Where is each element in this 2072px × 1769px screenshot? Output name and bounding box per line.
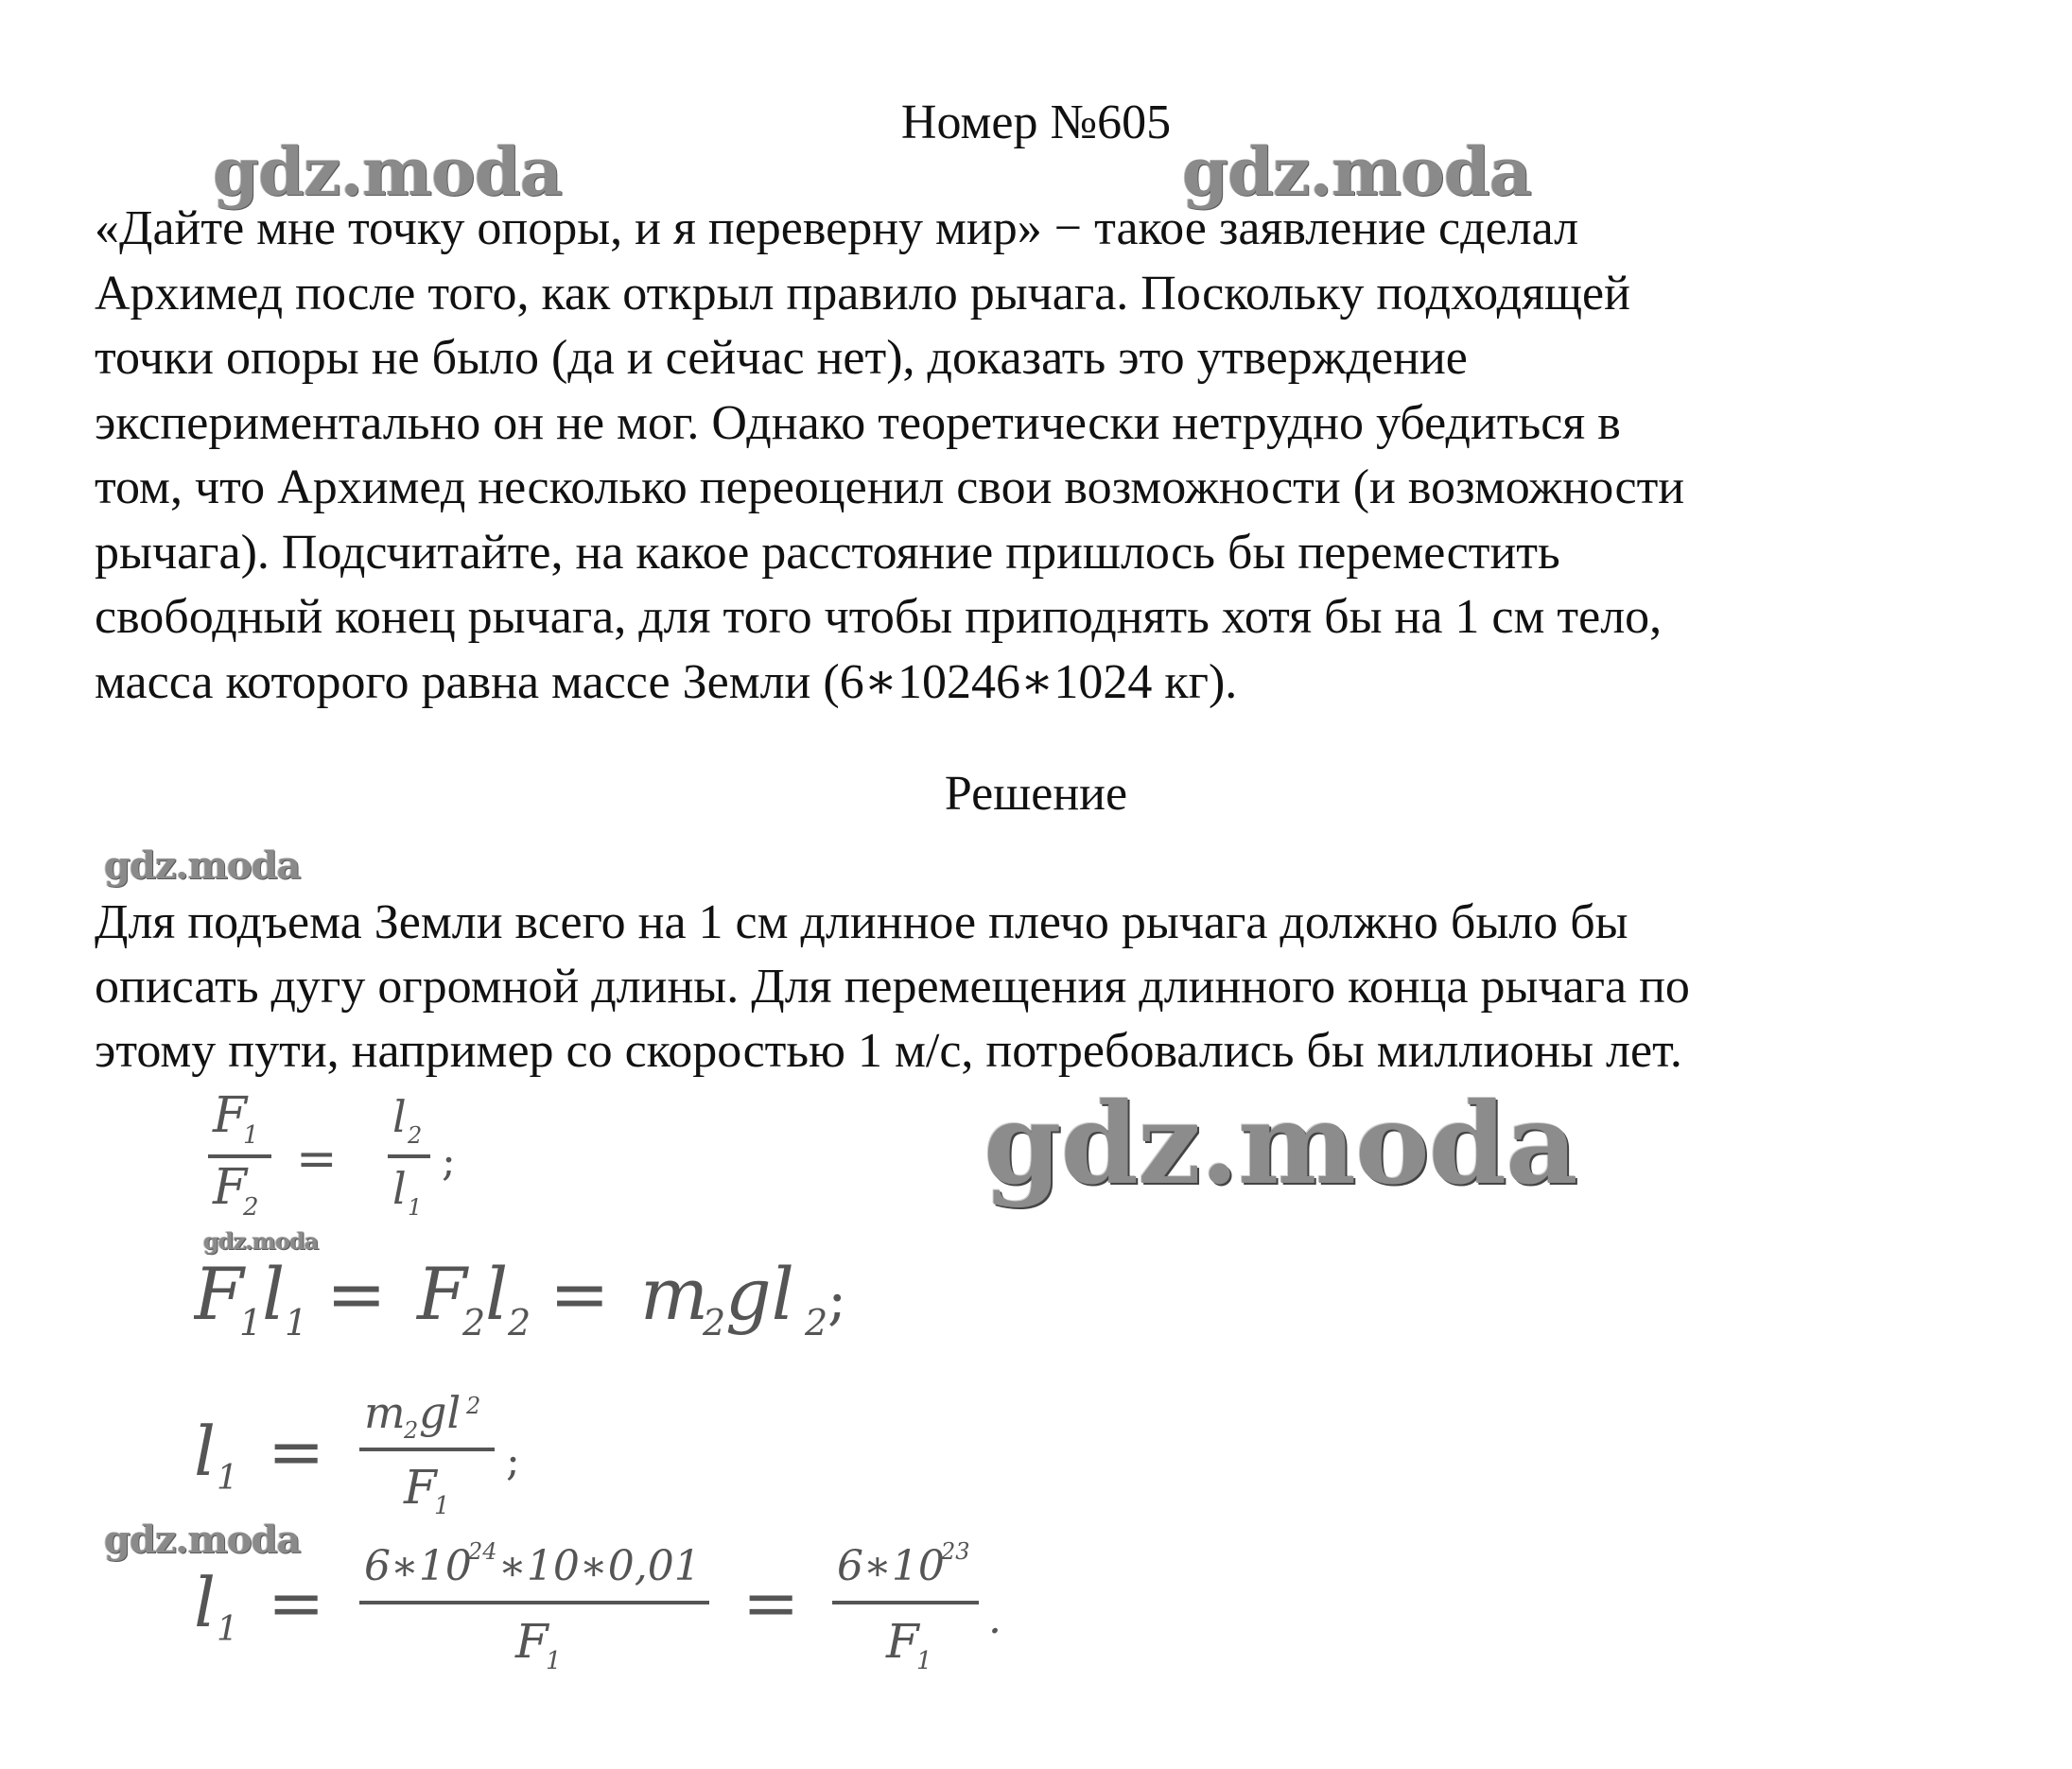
svg-text:2: 2 [462, 1302, 486, 1344]
formula-lever-equilibrium [194, 1248, 875, 1352]
svg-text:F: F [213, 1159, 248, 1216]
watermark-logo: gdz.moda [104, 843, 301, 888]
svg-text:1: 1 [239, 1302, 263, 1344]
problem-line: том, что Архимед несколько переоценил свои возможности (и возможности [95, 460, 1685, 514]
svg-text:1: 1 [217, 1610, 238, 1649]
formula-long-arm [194, 1376, 534, 1527]
formula-force-ratio [194, 1083, 478, 1224]
solution-heading: Решение [944, 767, 1128, 821]
watermark-logo: gdz.moda [984, 1078, 1577, 1209]
problem-text [95, 197, 2043, 715]
svg-text:1: 1 [217, 1459, 238, 1498]
svg-text:F: F [417, 1252, 467, 1336]
svg-text:2: 2 [243, 1193, 259, 1222]
svg-text:m: m [640, 1252, 709, 1336]
solution-line: этому пути, например со скоростью 1 м/с, потребовались бы миллионы лет. [95, 1024, 1682, 1078]
svg-text:6∗10: 6∗10 [364, 1542, 472, 1590]
formula-result [194, 1527, 1036, 1678]
svg-text:F: F [515, 1614, 548, 1669]
page-title: Номер №605 [900, 95, 1172, 149]
svg-text:l: l [392, 1163, 407, 1214]
svg-text:l: l [392, 1091, 407, 1142]
svg-text:2: 2 [805, 1302, 828, 1344]
svg-text:=: = [326, 1252, 387, 1336]
watermark-logo: gdz.moda [213, 132, 563, 211]
svg-text:F: F [404, 1460, 437, 1515]
problem-line: экспериментально он не мог. Однако теоретически нетрудно убедиться в [95, 395, 1621, 450]
svg-text:l: l [262, 1252, 286, 1336]
svg-text:l: l [194, 1563, 217, 1642]
svg-text:=: = [296, 1131, 338, 1188]
watermark-logo: gdz.moda [104, 1518, 301, 1562]
problem-line: точки опоры не было (да и сейчас нет), доказать это утверждение [95, 331, 1468, 385]
svg-text:2: 2 [408, 1122, 423, 1149]
svg-text:=: = [549, 1252, 610, 1336]
svg-text:2: 2 [508, 1302, 531, 1344]
svg-text:1: 1 [243, 1121, 259, 1150]
svg-text:l: l [194, 1412, 217, 1491]
svg-text:m: m [364, 1387, 406, 1438]
svg-text:∗10∗0,01: ∗10∗0,01 [498, 1542, 701, 1590]
watermark-logo: gdz.moda [1182, 132, 1532, 211]
svg-text:2: 2 [404, 1417, 419, 1444]
svg-text:1: 1 [546, 1647, 562, 1675]
svg-text:;: ; [506, 1437, 520, 1485]
svg-text:;: ; [442, 1137, 456, 1186]
svg-text:=: = [268, 1563, 325, 1642]
svg-text:;: ; [827, 1267, 847, 1333]
svg-text:F: F [886, 1614, 919, 1669]
svg-text:gl: gl [419, 1387, 461, 1438]
solution-line: описать дугу огромной длины. Для перемещения длинного конца рычага по [95, 960, 1690, 1014]
svg-text:24: 24 [468, 1538, 497, 1565]
solution-line: Для подъема Земли всего на 1 см длинное плечо рычага должно было бы [95, 895, 1628, 949]
svg-text:1: 1 [408, 1194, 423, 1221]
svg-text:6∗10: 6∗10 [837, 1542, 945, 1590]
watermark-logo: gdz.moda [203, 1227, 319, 1255]
svg-text:.: . [988, 1595, 1001, 1643]
svg-text:F: F [213, 1087, 248, 1144]
problem-line: Архимед после того, как открыл правило рычага. Поскольку подходящей [95, 266, 1630, 321]
svg-text:2: 2 [703, 1302, 726, 1344]
svg-text:gl: gl [725, 1252, 794, 1336]
svg-text:23: 23 [941, 1538, 970, 1565]
svg-text:=: = [268, 1412, 325, 1491]
svg-text:1: 1 [434, 1492, 450, 1520]
problem-line: рычага). Подсчитайте, на какое расстояние пришлось бы переместить [95, 525, 1560, 580]
problem-line: «Дайте мне точку опоры, и я переверну мир» − такое заявление сделал [95, 201, 1579, 255]
svg-text:F: F [194, 1252, 244, 1336]
problem-line: свободный конец рычага, для того чтобы приподнять хотя бы на 1 см тело, [95, 590, 1663, 644]
problem-line: масса которого равна массе Земли (6∗10246∗1024 кг). [95, 654, 1238, 709]
svg-text:=: = [742, 1563, 800, 1642]
svg-text:l: l [485, 1252, 509, 1336]
svg-text:1: 1 [916, 1647, 932, 1675]
svg-text:1: 1 [285, 1302, 308, 1344]
solution-text [95, 891, 2043, 1084]
svg-text:2: 2 [466, 1393, 481, 1419]
